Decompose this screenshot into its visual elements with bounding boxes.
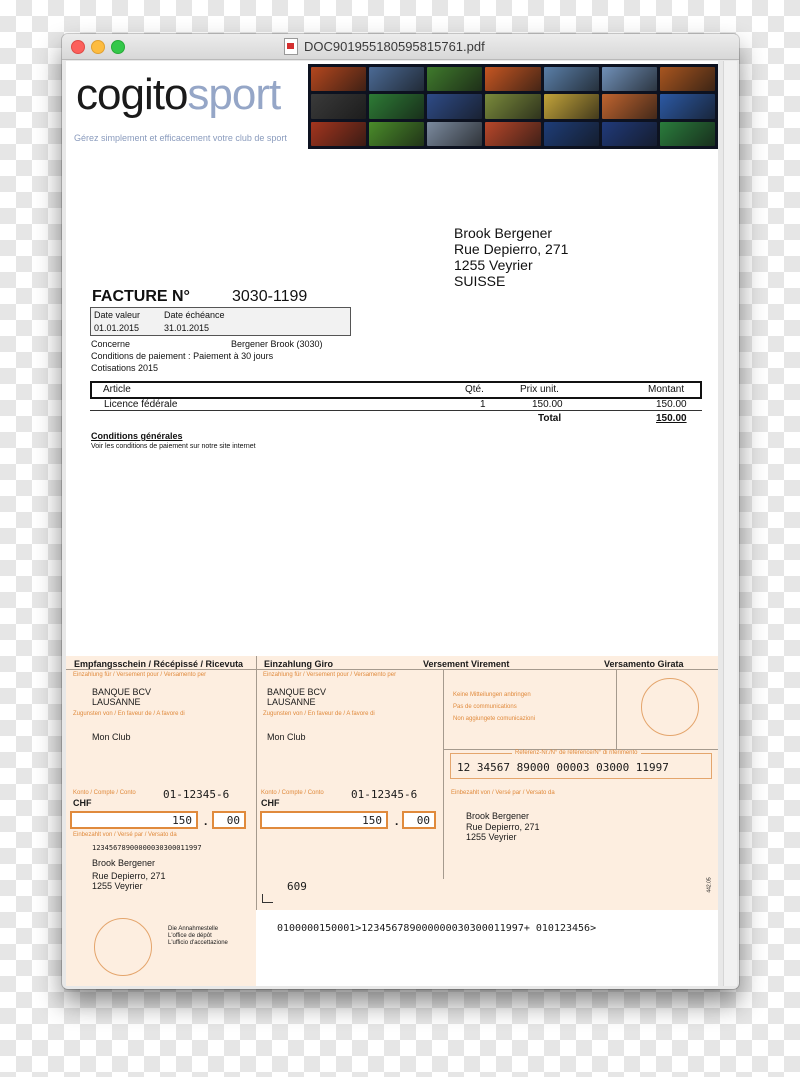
sport-photo-15 [311, 122, 366, 146]
col-montant: Montant [648, 384, 685, 395]
pdf-viewer-window [62, 34, 739, 989]
slip-header-left: Empfangsschein / Récépissé / Ricevuta [74, 659, 244, 669]
reference-small: 12345678900000030300011997 [92, 844, 202, 852]
konto-label-2: Konto / Compte / Conto [261, 790, 324, 796]
tagline: Gérez simplement et efficacement votre club de sport [74, 133, 287, 143]
col-prix: Prix unit. [520, 384, 559, 395]
corner-mark [262, 894, 273, 903]
payer-city-left: 1255 Veyrier [92, 881, 143, 891]
non-aggiungete: Non aggiungete comunicazioni [453, 716, 536, 722]
payer-street-right: Rue Depierro, 271 [466, 822, 540, 832]
einzahlung-fuer-label-2: Einzahlung für / Versement pour / Versamento per [263, 672, 397, 678]
sport-photo-10 [427, 94, 482, 118]
code-609: 609 [287, 880, 307, 893]
sport-photo-2 [369, 67, 424, 91]
einzahlung-fuer-label-1: Einzahlung für / Versement pour / Versamento per [73, 672, 207, 678]
total-value: 150.00 [656, 413, 687, 424]
sport-photo-14 [660, 94, 715, 118]
date-valeur-label: Date valeur [94, 310, 141, 320]
bank-city-2: LAUSANNE [267, 697, 316, 707]
sport-photo-8 [311, 94, 366, 118]
bank-name-1: BANQUE BCV [92, 687, 152, 697]
club-name-1: Mon Club [92, 732, 131, 742]
keine-mitteilungen: Keine Mitteilungen anbringen [453, 692, 531, 698]
pas-de-communications: Pas de communications [453, 704, 517, 710]
slip-divider-2 [443, 669, 444, 879]
row-article: Licence fédérale [104, 399, 178, 410]
slip-header-mid: Einzahlung Giro [264, 659, 333, 669]
payer-name-left: Brook Bergener [92, 858, 156, 868]
referenz-label: Referenz-Nr./N° de référence/N° di riferimento [512, 750, 641, 756]
row-qte: 1 [480, 399, 486, 410]
amount-francs-field-1[interactable]: 150 [70, 811, 198, 829]
date-valeur: 01.01.2015 [94, 323, 140, 333]
zugunsten-label-1: Zugunsten von / En faveur de / A favore di [73, 711, 185, 717]
bank-city-1: LAUSANNE [92, 697, 141, 707]
ocr-codeline: 0100000150001>123456789000000030300011997+ 010123456> [277, 923, 597, 934]
payment-slip [66, 656, 718, 986]
reference-number: 12 34567 89000 00003 03000 11997 [457, 761, 669, 774]
club-name-2: Mon Club [267, 732, 306, 742]
sport-photo-4 [485, 67, 540, 91]
cogitosport-logo [76, 70, 281, 119]
recipient-street: Rue Depierro, 271 [454, 241, 569, 257]
sport-photo-17 [427, 122, 482, 146]
recipient-address [454, 225, 568, 289]
payer-city-right: 1255 Veyrier [466, 832, 517, 842]
sport-photo-18 [485, 122, 540, 146]
stamp-circle-right [641, 678, 699, 736]
sport-photo-9 [369, 94, 424, 118]
recipient-name: Brook Bergener [454, 225, 553, 241]
slip-divider-1 [256, 656, 257, 910]
bank-name-2: BANQUE BCV [267, 687, 327, 697]
row-montant: 150.00 [656, 399, 687, 410]
cotisations: Cotisations 2015 [91, 363, 159, 373]
chf-label-1: CHF [73, 798, 92, 808]
logo-part2: sport [187, 70, 281, 119]
dates-box [90, 307, 351, 336]
logo-part1: cogito [76, 70, 188, 119]
recipient-country: SUISSE [454, 273, 506, 289]
stamp-circle-left [94, 918, 152, 976]
date-echeance-label: Date échéance [164, 310, 225, 320]
annahme-line1: Die Annahmestelle [168, 926, 219, 932]
recipient-city: 1255 Veyrier [454, 257, 533, 273]
title-bar[interactable] [62, 34, 739, 60]
konto-number-1: 01-12345-6 [163, 788, 230, 801]
amount-dot-1: . [204, 814, 208, 828]
sport-photo-12 [544, 94, 599, 118]
annahme-line2: L'office de dépôt [168, 933, 212, 939]
sport-photo-19 [544, 122, 599, 146]
konto-number-2: 01-12345-6 [351, 788, 418, 801]
table-header [90, 381, 702, 399]
row-prix: 150.00 [532, 399, 563, 410]
sport-photo-16 [369, 122, 424, 146]
window-title-text: DOC901955180595815761.pdf [304, 39, 485, 54]
zoom-button[interactable] [111, 40, 125, 54]
slip-header-mid2: Versement Virement [423, 659, 510, 669]
sports-photo-banner [308, 64, 718, 149]
sport-photo-1 [311, 67, 366, 91]
slip-header-line [66, 669, 718, 670]
konto-label-1: Konto / Compte / Conto [73, 790, 136, 796]
sport-photo-11 [485, 94, 540, 118]
payer-street-left: Rue Depierro, 271 [92, 871, 166, 881]
chf-label-2: CHF [261, 798, 280, 808]
date-echeance: 31.01.2015 [164, 323, 210, 333]
pdf-file-icon [284, 38, 298, 55]
side-code: 442.05 [706, 877, 713, 893]
scrollbar[interactable] [723, 61, 737, 986]
sport-photo-13 [602, 94, 657, 118]
concerne-label: Concerne [91, 339, 131, 349]
slip-header-right: Versamento Girata [604, 659, 684, 669]
amount-francs-field-2[interactable]: 150 [260, 811, 388, 829]
total-row [90, 412, 702, 425]
conditions-title: Conditions générales [91, 431, 183, 441]
sport-photo-5 [544, 67, 599, 91]
einbezahlt-label-right: Einbezahlt von / Versé par / Versato da [451, 790, 555, 796]
window-title [284, 38, 485, 55]
einbezahlt-label-left: Einbezahlt von / Versé par / Versato da [73, 832, 177, 838]
annahme-line3: L'ufficio d'accettazione [168, 940, 228, 946]
payment-conditions: Conditions de paiement : Paiement à 30 jours [91, 351, 274, 361]
payer-name-right: Brook Bergener [466, 811, 530, 821]
codeline-area [256, 910, 718, 986]
invoice-number: 3030-1199 [232, 288, 308, 305]
amount-dot-2: . [395, 814, 399, 828]
amount-cents-field-2[interactable]: 00 [402, 811, 436, 829]
close-button[interactable] [71, 40, 85, 54]
invoice-label: FACTURE N° [92, 288, 190, 305]
slip-divider-3 [616, 669, 617, 749]
sport-photo-3 [427, 67, 482, 91]
zugunsten-label-2: Zugunsten von / En faveur de / A favore di [263, 711, 375, 717]
conditions-text: Voir les conditions de paiement sur notre site internet [91, 443, 256, 450]
sport-photo-7 [660, 67, 715, 91]
col-article: Article [103, 384, 131, 395]
total-label: Total [538, 413, 562, 424]
amount-cents-field-1[interactable]: 00 [212, 811, 246, 829]
row-divider [90, 410, 702, 411]
sport-photo-6 [602, 67, 657, 91]
minimize-button[interactable] [91, 40, 105, 54]
concerne-value: Bergener Brook (3030) [231, 339, 323, 349]
col-qte: Qté. [465, 384, 484, 395]
sport-photo-20 [602, 122, 657, 146]
sport-photo-21 [660, 122, 715, 146]
pdf-page[interactable] [66, 61, 718, 986]
